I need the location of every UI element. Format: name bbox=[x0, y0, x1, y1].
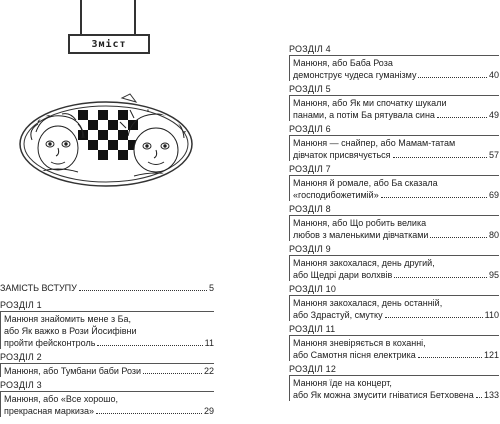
illustration-two-girls bbox=[18, 92, 194, 192]
leader-dots bbox=[381, 197, 487, 198]
toc-entry[interactable] bbox=[289, 204, 499, 241]
chapter-label: РОЗДІЛ 6 bbox=[289, 124, 331, 134]
chapter-box bbox=[289, 135, 499, 161]
sign-rope-left bbox=[80, 0, 82, 34]
toc-left-entries bbox=[0, 300, 214, 417]
chapter-title-line bbox=[293, 109, 499, 121]
toc-page-number: 29 bbox=[203, 406, 214, 416]
toc-entry[interactable] bbox=[289, 124, 499, 161]
chapter-title-line bbox=[293, 57, 499, 69]
toc-page-number: 133 bbox=[483, 390, 499, 400]
chapter-title-text: Манюня — снайпер, або Мамам-татам bbox=[293, 138, 456, 148]
chapter-title-line bbox=[293, 149, 499, 161]
chapter-label: РОЗДІЛ 3 bbox=[0, 380, 42, 390]
toc-page-number: 49 bbox=[488, 110, 499, 120]
chapter-title-text: Манюня й ромале, або Ба сказала bbox=[293, 178, 438, 188]
chapter-title-line bbox=[293, 309, 499, 321]
chapter-label: РОЗДІЛ 7 bbox=[289, 164, 331, 174]
chapter-label: РОЗДІЛ 8 bbox=[289, 204, 331, 214]
chapter-box bbox=[0, 391, 214, 417]
chapter-title-text: Манюня, або Що робить велика bbox=[293, 218, 427, 228]
chapter-box bbox=[289, 335, 499, 361]
leader-dots bbox=[79, 290, 207, 291]
chapter-title-line bbox=[4, 405, 214, 417]
chapter-label: РОЗДІЛ 5 bbox=[289, 84, 331, 94]
chapter-title-text: прекрасная маркиза» bbox=[4, 406, 94, 416]
chapter-title-line bbox=[293, 97, 499, 109]
toc-entry[interactable] bbox=[289, 44, 499, 81]
toc-page-number: 110 bbox=[484, 310, 499, 320]
toc-page-number: 5 bbox=[208, 283, 214, 293]
chapter-title-text: «господибожетимій» bbox=[293, 190, 379, 200]
chapter-title-line bbox=[293, 297, 499, 309]
leader-dots bbox=[418, 357, 482, 358]
chapter-title-text: дівчаток присвячується bbox=[293, 150, 391, 160]
chapter-title-text: Манюня закохалася, день останній, bbox=[293, 298, 443, 308]
chapter-title-line bbox=[293, 229, 499, 241]
sign-rope-right bbox=[134, 0, 136, 34]
toc-entry[interactable] bbox=[289, 364, 499, 401]
leader-dots bbox=[430, 237, 487, 238]
chapter-title-line bbox=[293, 257, 499, 269]
leader-dots bbox=[476, 397, 482, 398]
chapter-title-text: або Як важко в Рози Йосифівни bbox=[4, 326, 137, 336]
chapter-title-line bbox=[293, 349, 499, 361]
toc-title: Зміст bbox=[91, 38, 127, 50]
chapter-title-text: Манюня їде на концерт, bbox=[293, 378, 392, 388]
chapter-title-line bbox=[4, 365, 214, 377]
toc-page-number: 40 bbox=[488, 70, 499, 80]
toc-right-column bbox=[289, 44, 499, 404]
chapter-title-text: Манюня, або «Все хорошо, bbox=[4, 394, 118, 404]
toc-entry-intro[interactable] bbox=[0, 282, 214, 294]
chapter-box bbox=[0, 311, 214, 349]
chapter-box bbox=[0, 363, 214, 377]
chapter-title-text: або Як можна змусити гніватися Бетховена bbox=[293, 390, 474, 400]
toc-page-number: 80 bbox=[488, 230, 499, 240]
chapter-box bbox=[289, 295, 499, 321]
leader-dots bbox=[393, 157, 487, 158]
chapter-title-text: або Здрастуй, смутку bbox=[293, 310, 383, 320]
toc-page-number: 22 bbox=[203, 366, 214, 376]
chapter-title-text: Манюня закохалася, день другий, bbox=[293, 258, 435, 268]
chapter-box bbox=[289, 375, 499, 401]
chapter-box bbox=[289, 95, 499, 121]
toc-right-entries bbox=[289, 44, 499, 401]
chapter-label: РОЗДІЛ 12 bbox=[289, 364, 337, 374]
chapter-title-line bbox=[293, 189, 499, 201]
chapter-title-line bbox=[293, 217, 499, 229]
chapter-title-text: Манюня, або Тумбани баби Рози bbox=[4, 366, 142, 376]
chapter-title-text: пройти фейсконтроль bbox=[4, 338, 96, 348]
chapter-title-line bbox=[293, 269, 499, 281]
toc-entry[interactable] bbox=[0, 300, 214, 349]
toc-entry-title: ЗАМІСТЬ ВСТУПУ bbox=[0, 283, 77, 293]
leader-dots bbox=[418, 77, 487, 78]
chapter-title-line bbox=[293, 377, 499, 389]
toc-entry[interactable] bbox=[289, 244, 499, 281]
chapter-title-line bbox=[4, 325, 214, 337]
leader-dots bbox=[385, 317, 483, 318]
chapter-label: РОЗДІЛ 1 bbox=[0, 300, 42, 310]
chapter-label: РОЗДІЛ 4 bbox=[289, 44, 331, 54]
chapter-title-line bbox=[293, 137, 499, 149]
leader-dots bbox=[97, 345, 202, 346]
leader-dots bbox=[394, 277, 487, 278]
chapter-title-text: Манюня знайомить мене з Ба, bbox=[4, 314, 132, 324]
chapter-title-line bbox=[293, 69, 499, 81]
toc-entry[interactable] bbox=[289, 324, 499, 361]
chapter-box bbox=[289, 215, 499, 241]
toc-entry[interactable] bbox=[289, 84, 499, 121]
chapter-box bbox=[289, 55, 499, 81]
leader-dots bbox=[143, 373, 202, 374]
chapter-title-line bbox=[4, 393, 214, 405]
toc-page-number: 69 bbox=[488, 190, 499, 200]
chapter-label: РОЗДІЛ 10 bbox=[289, 284, 337, 294]
leader-dots bbox=[96, 413, 202, 414]
toc-page-number: 57 bbox=[488, 150, 499, 160]
chapter-label: РОЗДІЛ 9 bbox=[289, 244, 331, 254]
chapter-box bbox=[289, 255, 499, 281]
toc-page-number: 11 bbox=[204, 338, 214, 348]
toc-entry[interactable] bbox=[0, 380, 214, 417]
chapter-title-text: Манюня зневіряється в коханні, bbox=[293, 338, 426, 348]
chapter-title-line bbox=[293, 389, 499, 401]
toc-entry[interactable] bbox=[0, 352, 214, 377]
toc-entry[interactable] bbox=[289, 284, 499, 321]
chapter-label: РОЗДІЛ 2 bbox=[0, 352, 42, 362]
chapter-box bbox=[289, 175, 499, 201]
chapter-label: РОЗДІЛ 11 bbox=[289, 324, 336, 334]
chapter-title-text: демонструє чудеса гуманізму bbox=[293, 70, 417, 80]
toc-left-column bbox=[0, 282, 214, 420]
toc-page-number: 95 bbox=[488, 270, 499, 280]
toc-sign bbox=[68, 34, 150, 54]
chapter-title-line bbox=[4, 337, 214, 349]
chapter-title-line bbox=[293, 177, 499, 189]
chapter-title-text: або Самотня пісня електрика bbox=[293, 350, 416, 360]
toc-page-number: 121 bbox=[483, 350, 499, 360]
chapter-title-text: або Щедрі дари волхвів bbox=[293, 270, 393, 280]
leader-dots bbox=[437, 117, 487, 118]
chapter-title-text: панами, а потім Ба рятувала сина bbox=[293, 110, 435, 120]
chapter-title-text: любов з маленькими дівчатками bbox=[293, 230, 429, 240]
toc-entry[interactable] bbox=[289, 164, 499, 201]
chapter-title-line bbox=[4, 313, 214, 325]
chapter-title-text: Манюня, або Як ми спочатку шукали bbox=[293, 98, 447, 108]
chapter-title-text: Манюня, або Баба Роза bbox=[293, 58, 393, 68]
chapter-title-line bbox=[293, 337, 499, 349]
